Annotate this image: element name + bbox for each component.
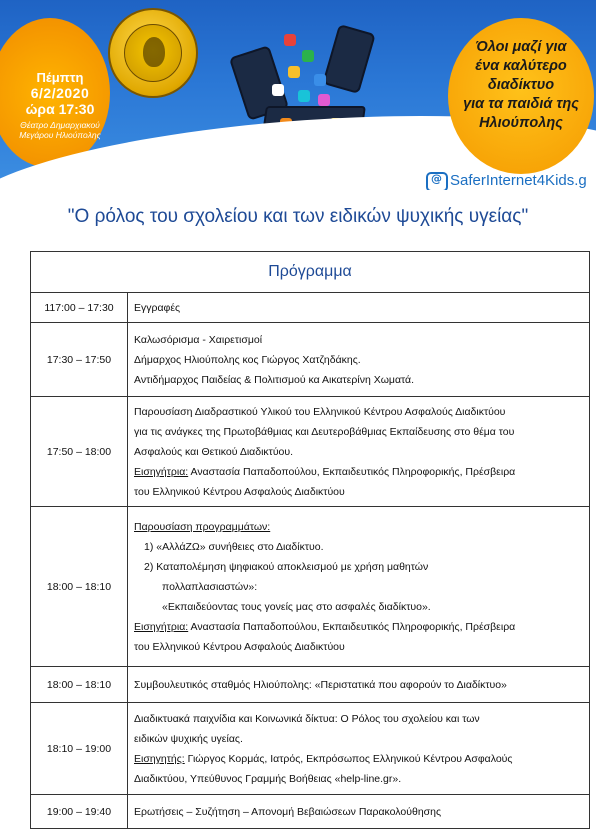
row-time: 117:00 – 17:30 (31, 293, 128, 323)
table-row (31, 703, 590, 795)
table-row (31, 397, 590, 507)
school-seal-logo (108, 8, 198, 98)
program-table (30, 251, 590, 829)
speaker-label: Εισηγήτρια: (134, 465, 189, 478)
row-time: 19:00 – 19:40 (31, 795, 128, 829)
program-heading: Πρόγραμμα (31, 252, 590, 293)
event-venue-line1: Θέατρο Δημαρχιακού (20, 120, 100, 130)
speaker-label: Εισηγητής: (134, 752, 185, 765)
event-time: ώρα 17:30 (25, 101, 95, 117)
table-row (31, 293, 590, 323)
row-description: Συμβουλευτικός σταθμός Ηλιούπολης: «Περιστατικά που αφορούν το Διαδίκτυο» (128, 667, 590, 703)
event-date: 6/2/2020 (30, 85, 90, 101)
table-row (31, 667, 590, 703)
row-time: 18:00 – 18:10 (31, 507, 128, 667)
row-time: 18:00 – 18:10 (31, 667, 128, 703)
speaker-label: Εισηγήτρια: (134, 620, 189, 633)
row-time: 17:50 – 18:00 (31, 397, 128, 507)
brand-name: SaferInternet4Kids.g (450, 172, 587, 189)
table-row (31, 323, 590, 397)
row-description: Εγγραφές (128, 293, 590, 323)
row-description: Παρουσίαση Διαδραστικού Υλικού του Ελληνικού Κέντρου Ασφαλούς Διαδικτύου για τις ανάγκες της Πρωτοβάθμιας και Δευτεροβάθμιας Εκπαίδευσης στο θέμα του Ασφαλούς και Θετικού Διαδικτύου. Εισηγήτρια: Αναστασία Παπαδοπούλου, Εκπαιδευτικός Πληροφορικής, Πρέσβειρα του Ελληνικού Κέντρου Ασφαλούς Διαδικτύου (128, 397, 590, 507)
event-day: Πέμπτη (36, 70, 84, 85)
row-description: Παρουσίαση προγραμμάτων: 1) «ΑλλάΖΩ» συνήθειες στο Διαδίκτυο. 2) Καταπολέμηση ψηφιακού αποκλεισμού με χρήση μαθητών πολλαπλασιαστών»: «Εκπαιδεύοντας τους γονείς μας στο ασφαλές διαδίκτυο». Εισηγήτρια: Αναστασία Παπαδοπούλου, Εκπαιδευτικός Πληροφορικής, Πρέσβειρα του Ελληνικού Κέντρου Ασφαλούς Διαδικτύου (128, 507, 590, 667)
chat-at-icon (426, 172, 448, 190)
event-date-badge (6, 70, 114, 140)
table-row (31, 507, 590, 667)
page-title: "Ο ρόλος του σχολείου και των ειδικών ψυχικής υγείας" (67, 206, 529, 227)
slogan-text: Όλοι μαζί για ένα καλύτερο διαδίκτυο για τα παιδιά της Ηλιούπολης (463, 39, 579, 131)
row-description: Ερωτήσεις – Συζήτηση – Απονομή Βεβαιώσεων Παρακολούθησης (128, 795, 590, 829)
safer-internet-logo (424, 172, 596, 190)
event-banner (0, 0, 596, 190)
event-venue-line2: Μεγάρου Ηλιούπολης (19, 130, 101, 140)
row-description: Διαδικτυακά παιχνίδια και Κοινωνικά δίκτυα: Ο Ρόλος του σχολείου και των ειδικών ψυχικής υγείας. Εισηγητής: Γιώργος Κορμάς, Ιατρός, Εκπρόσωπος Ελληνικού Κέντρου Ασφαλούς Διαδικτύου, Υπεύθυνος Γραμμής Βοήθειας «help-line.gr». (128, 703, 590, 795)
row-time: 17:30 – 17:50 (31, 323, 128, 397)
row-description: Καλωσόρισμα - Χαιρετισμοί Δήμαρχος Ηλιούπολης κος Γιώργος Χατζηδάκης. Αντιδήμαρχος Παιδείας & Πολιτισμού κα Αικατερίνη Χωματά. (128, 323, 590, 397)
table-row (31, 795, 590, 829)
row-time: 18:10 – 19:00 (31, 703, 128, 795)
